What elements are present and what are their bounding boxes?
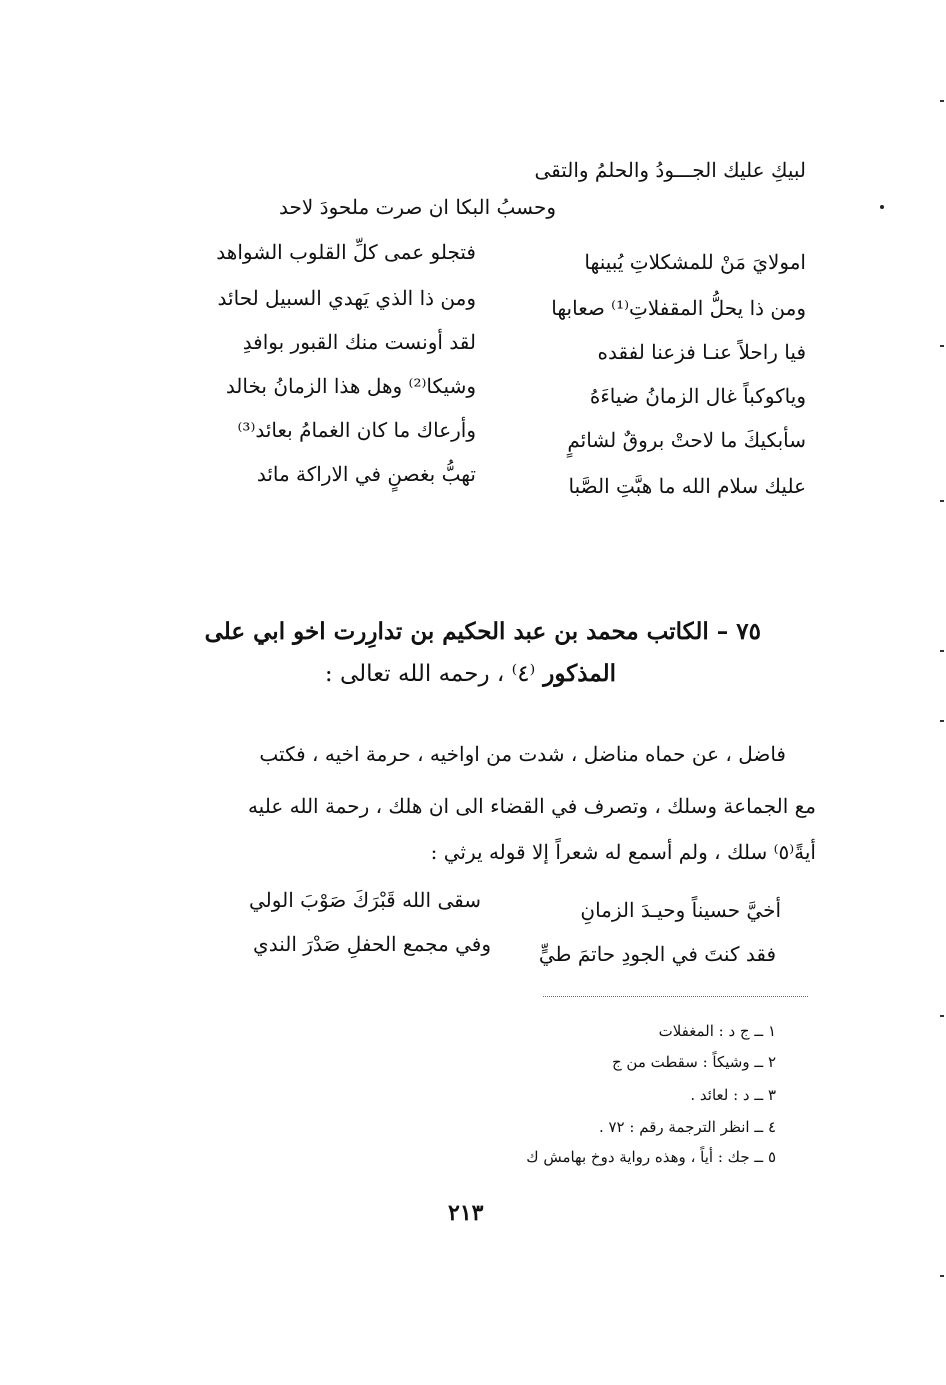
- verse-4-first-hemistich: وياكوكباً غال الزمانُ ضياءَهُ: [589, 384, 806, 408]
- prose-line-1: فاضل ، عن حماه مناضل ، شدت من اواخيه ، حرمة اخيه ، فكتب: [259, 742, 786, 766]
- footnote-4: ٤ ــ انظر الترجمة رقم : ٧٢ .: [598, 1118, 776, 1136]
- verse-3-first-hemistich: فيا راحلاً عنـا فزعنا لفقده: [597, 340, 806, 364]
- verse-1-second-hemistich: فتجلو عمى كلِّ القلوب الشواهد: [216, 240, 476, 264]
- footnote-2: ٢ ــ وشيكاً : سقطت من ج: [611, 1053, 776, 1071]
- elegy-verse-2-first-hemistich: فقد كنتَ في الجودِ حاتمَ طيٍّ: [538, 942, 776, 966]
- entry-title: الكاتب محمد بن عبد الحكيم بن تدارِرت اخو ابي على: [204, 618, 709, 645]
- prose-line-2: مع الجماعة وسلك ، وتصرف في القضاء الى ان هلك ، رحمة الله عليه: [247, 794, 816, 818]
- page-number: ٢١٣: [448, 1200, 484, 1226]
- prose-line-3: أيةً⁽٥⁾ سلك ، ولم أسمع له شعراً إلا قوله يرثي :: [430, 840, 816, 864]
- verse-1-first-hemistich: امولايَ مَنْ للمشكلاتِ يُبينها: [584, 250, 806, 274]
- verse-2-first-hemistich: ومن ذا يحلُّ المقفلاتِ⁽¹⁾ صعابها: [551, 296, 806, 320]
- verse-4-second-hemistich: وشيكا⁽²⁾ وهل هذا الزمانُ بخالد: [225, 374, 476, 398]
- elegy-verse-1-second-hemistich: سقى الله قَبْرَكَ صَوْبَ الولي: [249, 888, 481, 912]
- opening-line-2: وحسبُ البكا ان صرت ملحودَ لاحد: [279, 195, 556, 219]
- scan-edge-mark: [940, 500, 944, 502]
- scan-edge-mark: [940, 1275, 944, 1277]
- verse-3-second-hemistich: لقد أونست منك القبور بوافدِ: [242, 330, 476, 354]
- opening-line-1: لبيكِ عليك الجـــودُ والحلمُ والتقى: [534, 158, 806, 182]
- elegy-verse-2-second-hemistich: وفي مجمع الحفلِ صَدْرَ الندي: [253, 932, 491, 956]
- scan-edge-mark: [940, 720, 944, 722]
- verse-6-first-hemistich: عليك سلام الله ما هبَّتِ الصَّبا: [568, 474, 806, 498]
- verse-5-first-hemistich: سأبكيكَ ما لاحتْ بروقٌ لشائمٍ: [567, 428, 806, 452]
- footnote-5: ٥ ــ جك : أياً ، وهذه رواية دوخ بهامش ك: [526, 1148, 776, 1166]
- entry-heading-line-1: [205, 618, 761, 645]
- scan-edge-mark: [940, 100, 944, 102]
- footnote-1: ١ ــ ج د : المغفلات: [658, 1022, 776, 1040]
- entry-title-rest: ⁽٤⁾ ، رحمه الله تعالى :: [324, 661, 536, 687]
- elegy-verse-1-first-hemistich: أخيَّ حسيناً وحيـدَ الزمانِ: [580, 898, 781, 922]
- scan-speck: [880, 205, 884, 209]
- scan-edge-mark: [940, 650, 944, 652]
- footnote-3: ٣ ــ د : لعائد .: [690, 1086, 776, 1104]
- scan-edge-mark: [940, 1015, 944, 1017]
- footnote-separator: [543, 996, 808, 997]
- entry-number: ٧٥ –: [716, 618, 761, 645]
- verse-6-second-hemistich: تهبُّ بغصنٍ في الاراكة مائد: [256, 462, 476, 486]
- verse-5-second-hemistich: وأرعاك ما كان الغمامُ بعائد⁽³⁾: [237, 418, 476, 442]
- entry-title-mentioned: المذكور: [543, 660, 616, 687]
- scan-edge-mark: [940, 345, 944, 347]
- entry-heading-line-2: [325, 660, 616, 687]
- verse-2-second-hemistich: ومن ذا الذي يَهدي السبيل لحائد: [217, 286, 476, 310]
